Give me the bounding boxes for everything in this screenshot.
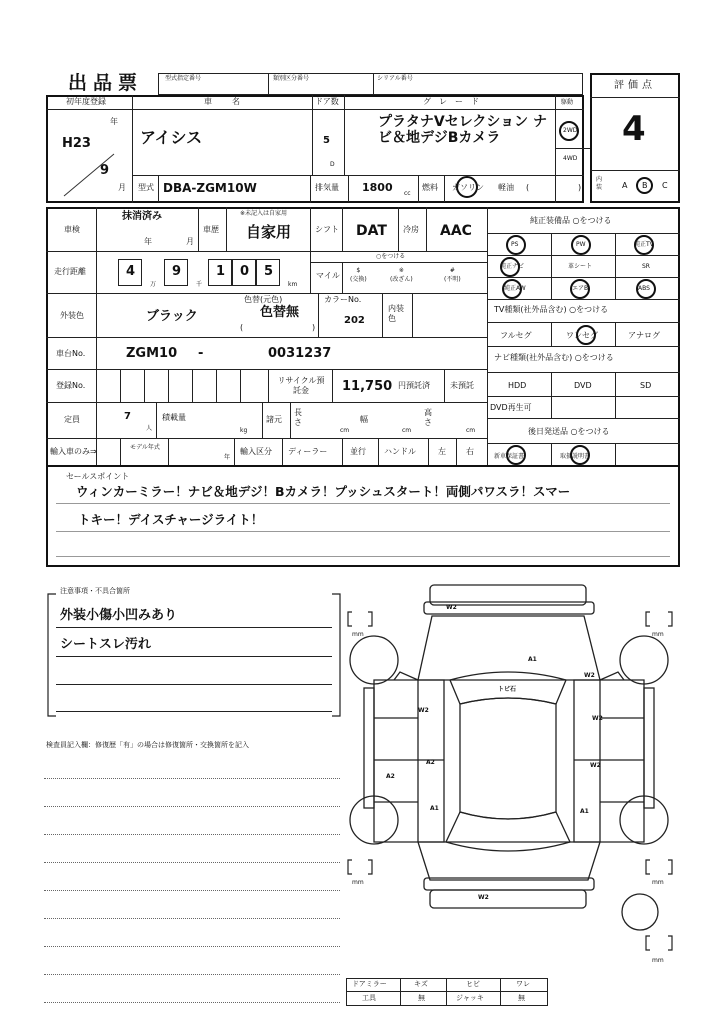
fuel-gasoline-circle [456,176,478,198]
history-value: 自家用 [246,223,292,241]
mark-windshield: トビ石 [498,686,517,693]
handle-left: 左 [438,447,446,456]
mile-note: ○をつける [376,253,406,260]
recycle-label: リサイクル預託金 [277,376,325,395]
fuel-gasoline: ガソリン [452,183,484,192]
mile-label: マイル [316,271,340,280]
acc-break: ワレ [516,980,530,988]
load-kg: kg [240,427,248,434]
mark-right-rear: A1 [580,808,589,815]
shaken-month-unit: 月 [186,237,194,246]
color-no-label: カラーNo. [324,295,362,304]
length-label: 長さ [294,408,302,427]
acc-tools: 工具 [362,994,376,1002]
shaken-value: 抹消済み [122,211,162,222]
ac-value: AAC [440,223,472,239]
model-value: DBA-ZGM10W [163,181,257,195]
capacity-unit: 人 [146,425,153,432]
equip-sr: SR [642,263,650,270]
history-note: ※未記入は自家用 [240,210,288,217]
mark-left-rocker: A2 [386,773,395,780]
color-change-paren-open: ( [240,323,244,332]
equipment-title: 純正装備品 ○をつける [530,216,612,225]
width-cm: cm [402,427,412,434]
fuel-diesel: 軽油 [498,183,514,192]
navi-title: ナビ種類(社外品含む) ○をつける [494,353,614,362]
drive-label: 駆動 [561,99,574,106]
mm-rear-left: mm [352,879,364,886]
equip-airbag: エアB [572,285,589,292]
equip-ps: PS [511,241,519,248]
mark-front-bumper: W2 [446,604,457,611]
equip-pw: PW [576,241,586,248]
first-reg-month-unit: 月 [118,183,126,192]
notes-line2: シートスレ汚れ [60,637,151,652]
drive-2wd-circle [559,121,579,141]
car-diagram [344,580,684,980]
interior-color-label: 内装色 [388,304,404,323]
drive-4wd: 4WD [563,155,578,162]
first-reg-era: H23 [62,136,91,151]
serial-label: シリアル番号 [377,75,413,82]
mile-opt-exchange: $ (交換) [350,267,367,283]
height-cm: cm [466,427,476,434]
handle-right: 右 [466,447,474,456]
mileage-digit-3: 1 [216,264,226,279]
doors-value: 5 [323,135,330,146]
mark-right-door-rear: W2 [590,762,601,769]
mark-right-door-front: W2 [592,715,603,722]
equip-aw: 純正AW [504,285,526,292]
chassis-dash: - [198,346,204,361]
equip-leather: 革シート [568,263,593,270]
sales-points-line1: ウィンカーミラー！ナビ＆地デジ！Bカメラ！プッシュスタート！両側パワスラ！スマー [76,484,571,499]
grade-value: プラタナVセレクション ナビ＆地デジBカメラ [378,114,548,146]
model-year-unit: 年 [224,454,231,461]
inspector-label: 検査員記入欄：修復歴「有」の場合は修復箇所・交換箇所を記入 [46,741,249,749]
ac-label: 冷房 [403,225,419,234]
mileage-digit-4: 0 [240,264,250,279]
equip-abs: ABS [638,285,650,292]
shaken-label: 車検 [64,225,80,234]
mark-left-door-rear: A2 [426,759,435,766]
drive-2wd: 2WD [563,127,578,134]
color-label: 外装色 [60,311,84,320]
sales-points-label: セールスポイント [66,472,130,481]
import-label: 輸入車のみ⇒ [50,447,97,456]
tv-analog: アナログ [628,331,660,340]
mark-rear-bumper: W2 [478,894,489,901]
navi-hdd: HDD [508,381,527,390]
mileage-man: 万 [150,281,157,288]
handle-label: ハンドル [384,447,416,456]
recycle-unpaid: 未預託 [450,381,474,390]
mileage-digit-5: 5 [264,264,274,279]
notes-line1: 外装小傷小凹みあり [60,608,178,623]
equip-navi: 純正ナビ [500,263,525,270]
mm-rear-right: mm [652,879,664,886]
mileage-digit-1: 4 [126,264,136,279]
load-label: 積載量 [162,413,186,422]
fuel-label: 燃料 [422,183,438,192]
dvd-playback-label: DVD再生可 [490,403,532,412]
displacement-value: 1800 [362,181,393,194]
shift-value: DAT [356,223,387,239]
cc-unit: cc [404,190,411,197]
acc-mirror: ドアミラー [352,980,387,988]
mileage-label: 走行距離 [54,267,86,276]
mark-hood: A1 [528,656,537,663]
reg-no-label: 登録No. [56,381,86,390]
later-manual: 取扱説明書 [560,453,591,460]
capacity-value: 7 [124,411,131,422]
type-no-label: 型式指定番号 [165,75,202,82]
mile-opt-tamper: ※ (改ざん) [390,267,413,283]
model-year-label: モデル年式 [130,444,160,451]
shift-label: シフト [315,225,339,234]
page-title: 出品票 [68,72,144,94]
import-class-label: 輸入区分 [240,447,272,456]
history-label: 車歴 [203,225,219,234]
spec-label: 諸元 [266,415,282,424]
width-label: 幅 [360,415,368,424]
mm-front-left: mm [352,631,364,638]
color-value: ブラック [146,309,198,324]
mm-front-right: mm [652,631,664,638]
interior-grade-a: A [622,181,628,190]
color-change-value: 色替無 [260,305,300,320]
acc-crack: ヒビ [466,980,480,988]
import-dealer: ディーラー [288,447,328,456]
first-reg-month: 9 [100,163,110,178]
length-cm: cm [340,427,350,434]
interior-grade-b: B [642,181,648,190]
first-reg-slash [56,150,126,200]
doors-label: ドア数 [315,97,339,106]
import-parallel: 並行 [350,447,366,456]
color-no-value: 202 [344,315,365,326]
chassis-no: 0031237 [268,346,332,361]
score-label: 評価点 [614,80,656,91]
first-reg-label: 初年度登録 [66,97,106,106]
tv-fullseg: フルセグ [500,331,532,340]
sales-points-line2: トキー！デイスチャージライト！ [78,512,264,527]
mark-left-door-front: W2 [418,707,429,714]
score-value: 4 [622,109,646,149]
fuel-paren-close: ) [578,183,582,192]
fuel-paren-open: ( [526,183,530,192]
mm-spare: mm [652,957,664,964]
first-reg-year-unit: 年 [110,117,118,126]
tv-title: TV種類(社外品含む) ○をつける [494,305,609,314]
interior-grade-c: C [662,181,668,190]
acc-tools-value: 無 [418,994,425,1002]
acc-scratch: キズ [414,980,428,988]
displacement-label: 排気量 [315,183,339,192]
navi-dvd: DVD [574,381,592,390]
mark-right-front: W2 [584,672,595,679]
mileage-digit-2: 9 [172,264,182,279]
color-change-paren-close: ) [312,323,316,332]
later-warranty: 新車保証書 [494,453,525,460]
shaken-year-unit: 年 [144,237,152,246]
notes-label: 注意事項・不具合箇所 [60,587,130,595]
acc-jack-value: 無 [518,994,525,1002]
id-number-row [158,73,583,95]
car-name-label: 車名 [204,97,260,106]
acc-jack: ジャッキ [456,994,484,1002]
chassis-model: ZGM10 [126,346,178,361]
car-name: アイシス [140,128,203,147]
later-title: 後日発送品 ○をつける [528,427,610,436]
mileage-sen: 千 [196,281,203,288]
navi-sd: SD [640,381,652,390]
recycle-value: 11,750 [342,379,393,394]
equip-tv: 純正TV [634,241,654,248]
mark-left-rear: A1 [430,805,439,812]
class-no-label: 類別区分番号 [273,75,310,82]
mileage-km: km [288,281,298,288]
recycle-paid: 円預託済 [398,381,430,390]
height-label: 高さ [424,408,432,427]
tv-oneseg: ワンセグ [566,331,598,340]
interior-label: 内装 [596,176,603,191]
grade-label: グレード [423,97,487,106]
color-change-label: 色替(元色) [244,295,283,304]
interior-grade-circle [636,177,653,194]
mile-opt-unknown: # (不明) [444,267,461,283]
chassis-label: 車台No. [56,349,86,358]
door-d: D [330,161,335,168]
capacity-label: 定員 [64,415,80,424]
model-label: 型式 [138,183,154,192]
